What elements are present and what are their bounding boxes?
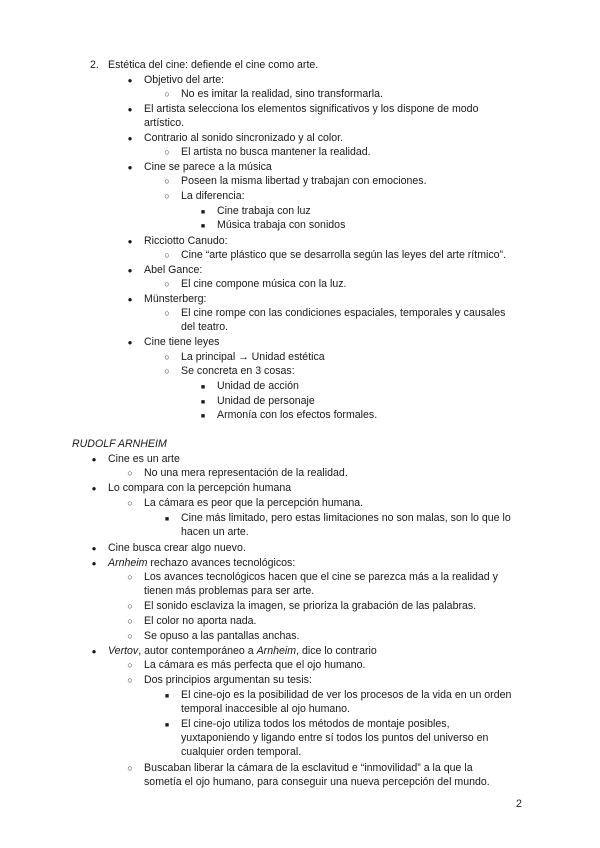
section-title: Estética del cine: defiende el cine como arte. (108, 59, 319, 71)
list-item: Contrario al sonido sincronizado y al color. (144, 132, 344, 144)
list-item: Cine “arte plástico que se desarrolla según las leyes del arte rítmico”. (181, 249, 507, 261)
list-item-continuation: tienen más problemas para ser arte. (144, 585, 315, 597)
bullet-circle (161, 189, 173, 203)
list-item: Münsterberg: (144, 293, 207, 305)
list-item: Música trabaja con sonidos (217, 219, 346, 231)
bullet-disc (88, 452, 100, 467)
bullet-square (197, 218, 209, 234)
bullet-disc (88, 556, 100, 571)
list-item: Dos principios argumentan su tesis: (144, 674, 312, 686)
list-item-text: , autor contemporáneo a (138, 645, 257, 657)
bullet-square (197, 408, 209, 424)
list-item: El artista no busca mantener la realidad. (181, 146, 371, 158)
list-item: El cine-ojo es la posibilidad de ver los procesos de la vida en un orden (181, 689, 512, 701)
bullet-circle (124, 761, 136, 775)
bullet-circle (124, 658, 136, 672)
bullet-disc (124, 160, 136, 175)
author-name: Arnheim (108, 557, 148, 569)
list-item: Unidad de personaje (217, 395, 315, 407)
bullet-circle (124, 466, 136, 480)
list-item (108, 556, 295, 570)
list-item: Poseen la misma libertad y trabajan con emociones. (181, 175, 427, 187)
bullet-disc (124, 234, 136, 249)
bullet-square (161, 511, 173, 527)
list-item (108, 644, 377, 658)
list-item: Cine tiene leyes (144, 336, 220, 348)
bullet-circle (124, 599, 136, 613)
list-item: Los avances tecnológicos hacen que el cine se parezca más a la realidad y (144, 571, 498, 583)
author-name: Vertov (108, 645, 139, 657)
list-item: El sonido esclaviza la imagen, se prioriza la grabación de las palabras. (144, 600, 477, 612)
list-item: Cine es un arte (108, 453, 180, 465)
list-item: Objetivo del arte: (144, 74, 225, 86)
bullet-circle (161, 306, 173, 320)
list-item: Abel Gance: (144, 264, 203, 276)
author-name: Arnheim (256, 645, 297, 657)
bullet-circle (124, 614, 136, 628)
bullet-circle (124, 673, 136, 687)
bullet-disc (88, 481, 100, 496)
list-item: Buscaban liberar la cámara de la esclavitud e “inmovilidad” a la que la (144, 762, 473, 774)
list-item: Ricciotto Canudo: (144, 235, 228, 247)
list-item: Cine busca crear algo nuevo. (108, 542, 246, 554)
list-item: Cine trabaja con luz (217, 205, 311, 217)
bullet-circle (161, 145, 173, 159)
list-item: Armonía con los efectos formales. (217, 409, 378, 421)
bullet-disc (124, 73, 136, 88)
list-item: Se opuso a las pantallas anchas. (144, 630, 300, 642)
list-item-continuation: del teatro. (181, 321, 229, 333)
section-heading: RUDOLF ARNHEIM (72, 438, 167, 450)
bullet-disc (124, 102, 136, 117)
list-item-continuation: hacen un arte. (181, 526, 249, 538)
list-item: El cine compone música con la luz. (181, 278, 347, 290)
bullet-circle (124, 570, 136, 584)
list-item: Se concreta en 3 cosas: (181, 365, 295, 377)
list-item: La principal → Unidad estética (181, 351, 325, 363)
bullet-square (161, 717, 173, 733)
bullet-disc (124, 335, 136, 350)
list-item: El color no aporta nada. (144, 615, 257, 627)
bullet-square (197, 379, 209, 395)
list-item-continuation: sometía el ojo humano, para conseguir una nueva percepción del mundo. (144, 776, 490, 788)
list-item-text: rechazo avances tecnológicos: (147, 557, 296, 569)
list-item: La cámara es más perfecta que el ojo humano. (144, 659, 366, 671)
bullet-circle (161, 87, 173, 101)
bullet-circle (161, 174, 173, 188)
list-item: Lo compara con la percepción humana (108, 482, 292, 494)
list-item: El cine rompe con las condiciones espaciales, temporales y causales (181, 307, 506, 319)
bullet-disc (88, 541, 100, 556)
bullet-circle (161, 248, 173, 262)
bullet-disc (88, 644, 100, 659)
list-item-continuation: temporal inaccesible al ojo humano. (181, 703, 351, 715)
bullet-disc (124, 263, 136, 278)
bullet-circle (124, 496, 136, 510)
list-item: El cine-ojo utiliza todos los métodos de montaje posibles, (181, 718, 450, 730)
list-item: La diferencia: (181, 190, 245, 202)
bullet-circle (161, 350, 173, 364)
bullet-square (161, 688, 173, 704)
bullet-circle (161, 364, 173, 378)
list-item: Unidad de acción (217, 380, 299, 392)
bullet-circle (124, 629, 136, 643)
bullet-disc (124, 131, 136, 146)
list-number: 2. (90, 59, 99, 71)
list-item: No una mera representación de la realidad. (144, 467, 348, 479)
page-number: 2 (516, 798, 522, 810)
list-item-continuation: yuxtaponiendo y ligando entre sí todos los puntos del universo en (181, 732, 489, 744)
list-item: Cine más limitado, pero estas limitaciones no son malas, son lo que lo (181, 512, 511, 524)
bullet-circle (161, 277, 173, 291)
list-item-continuation: artístico. (144, 117, 185, 129)
list-item-text: , dice lo contrario (296, 645, 377, 657)
bullet-disc (124, 292, 136, 307)
list-item: No es imitar la realidad, sino transformarla. (181, 88, 383, 100)
list-item-continuation: cualquier orden temporal. (181, 746, 302, 758)
list-item: El artista selecciona los elementos significativos y los dispone de modo (144, 103, 479, 115)
list-item: Cine se parece a la música (144, 161, 272, 173)
list-item: La cámara es peor que la percepción humana. (144, 497, 364, 509)
